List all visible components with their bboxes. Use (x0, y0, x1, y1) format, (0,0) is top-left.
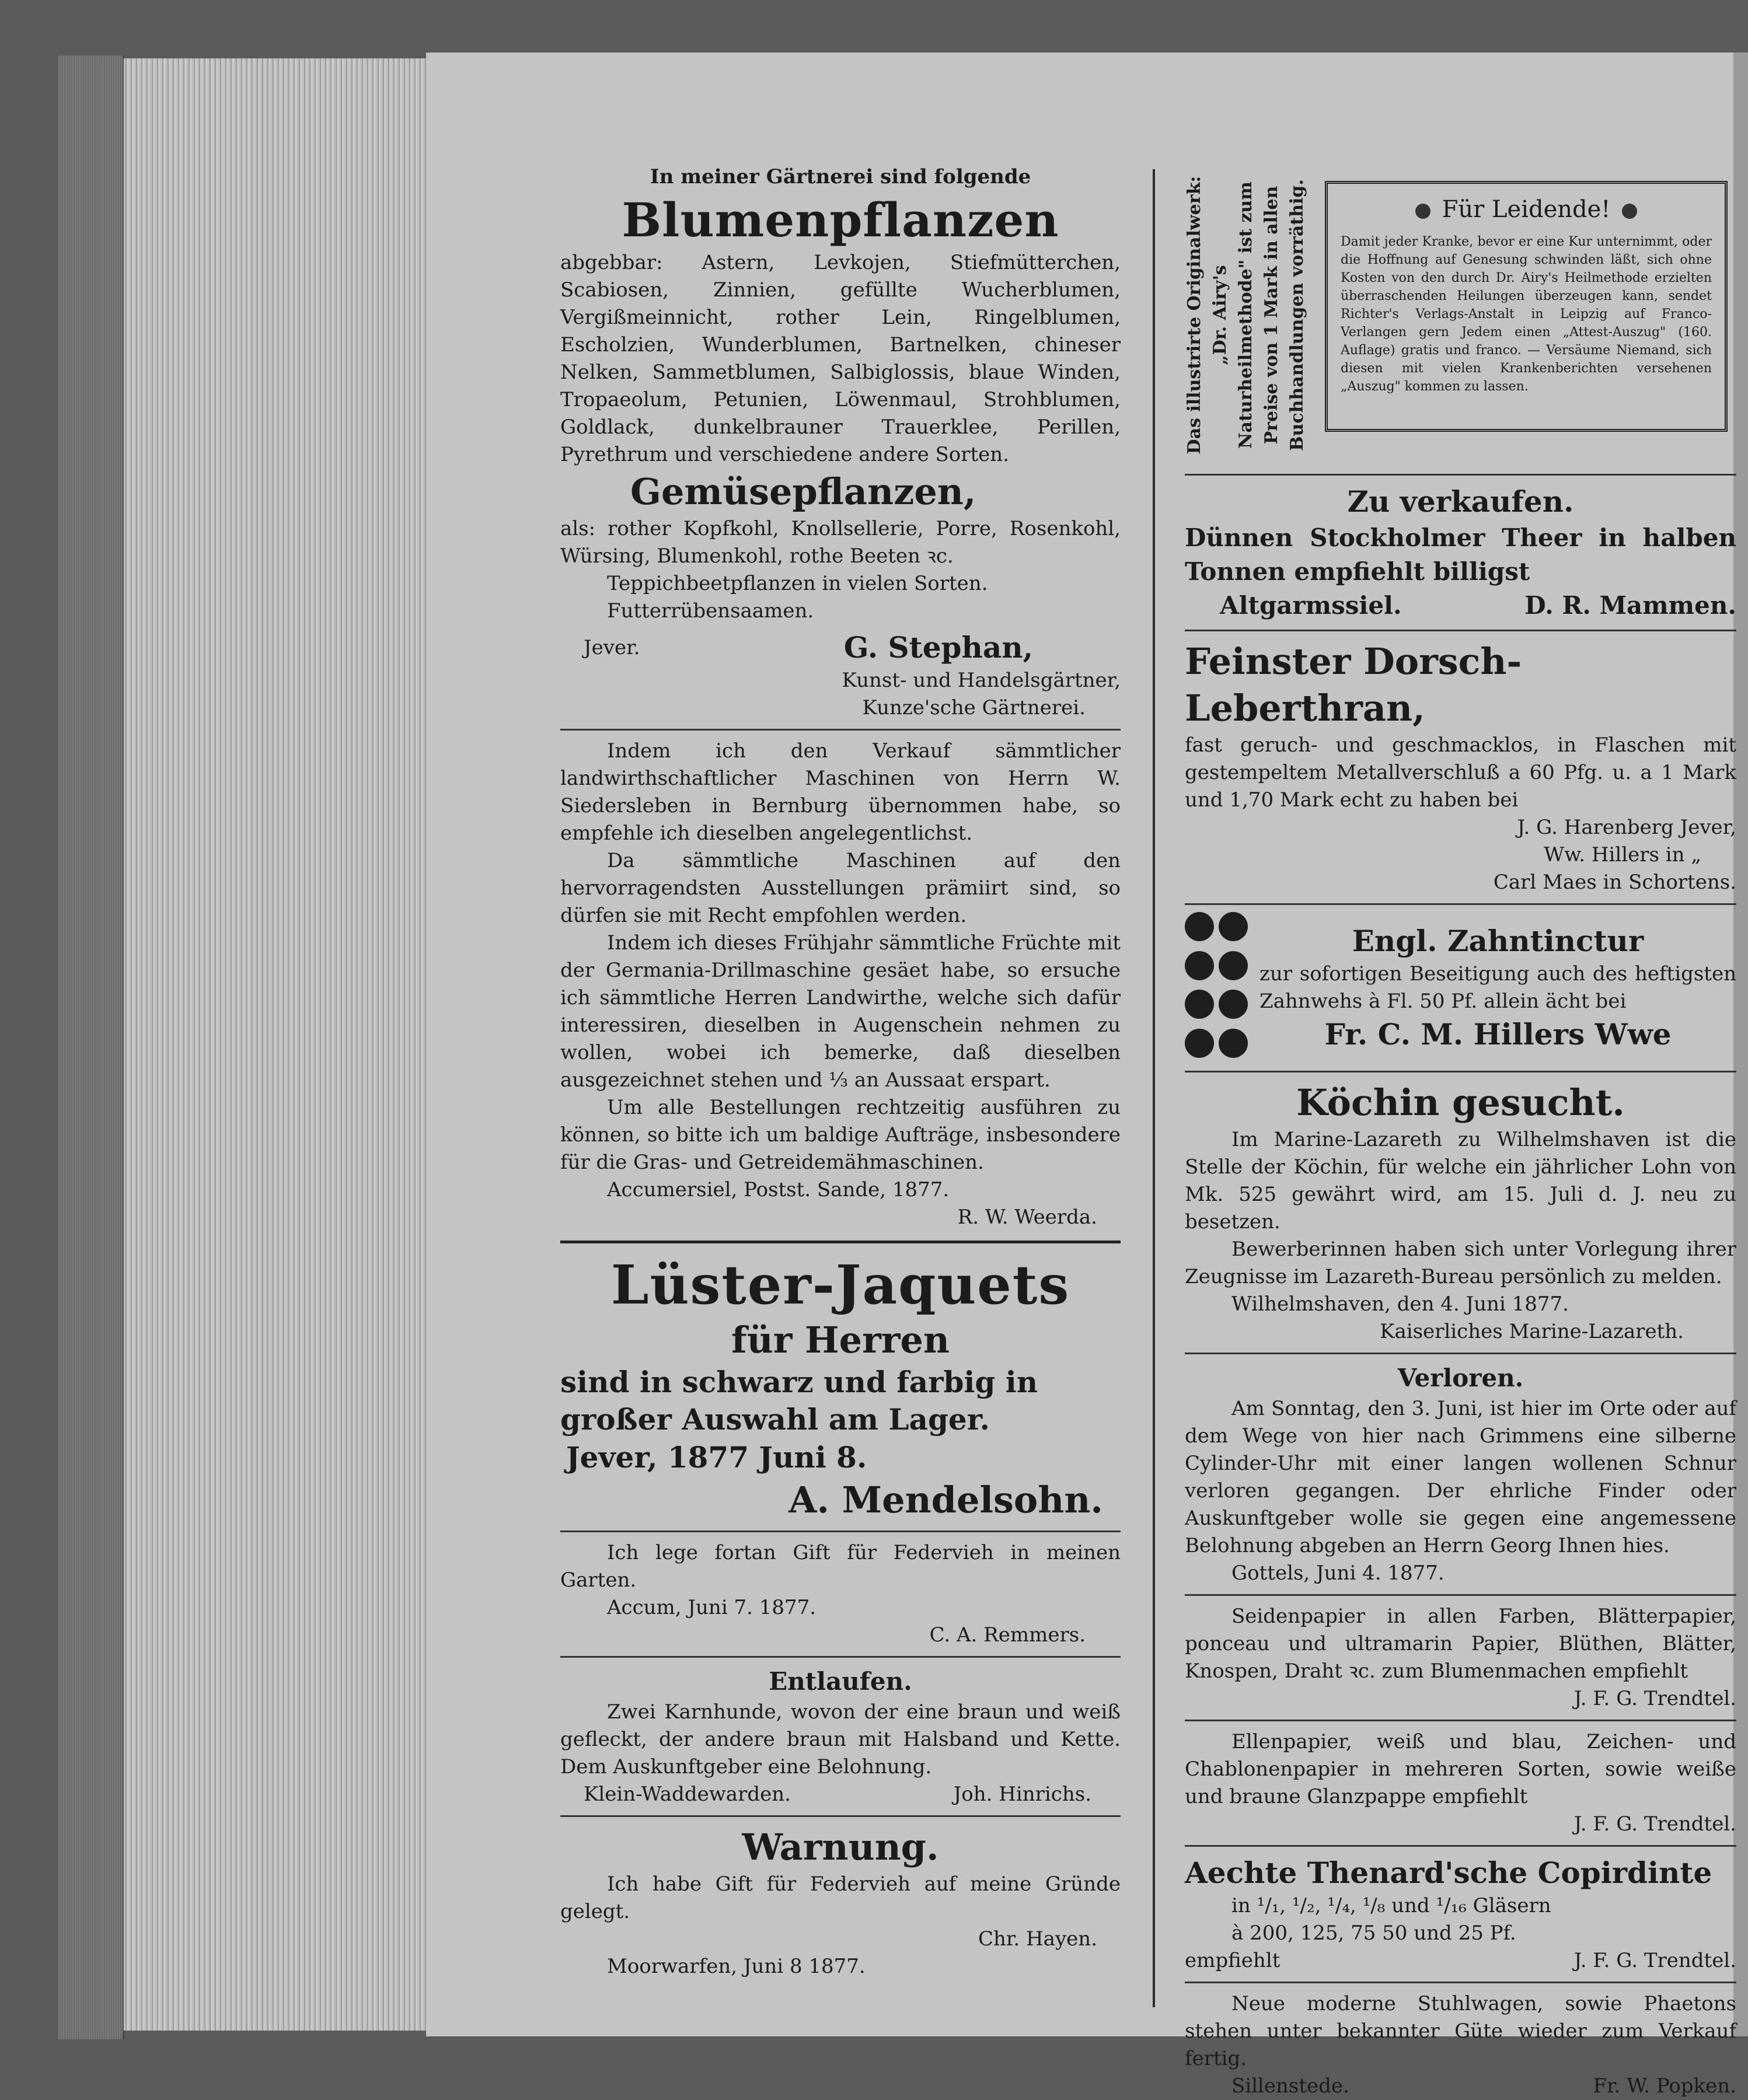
divider (1185, 1071, 1736, 1072)
copir-name: J. F. G. Trendtel. (1573, 1949, 1736, 1972)
leidende-heading (1341, 192, 1712, 227)
luester-date: Jever, 1877 Juni 8. (566, 1440, 867, 1474)
stephan-firm: Kunze'sche Gärtnerei. (862, 696, 1086, 719)
stuhl-text: Neue moderne Stuhlwagen, sowie Phaetons stehen unter bekannter Güte wieder zum Verkauf fertig. (1185, 1992, 1736, 2070)
copir-text-2: à 200, 125, 75 50 und 25 Pf. (1231, 1921, 1516, 1945)
verkaufen-signature (1185, 589, 1736, 623)
weerda-name: R. W. Weerda. (957, 1206, 1097, 1229)
zahn-title: Engl. Zahntinctur (1352, 924, 1644, 958)
entlaufen-place: Klein-Waddewarden. (584, 1783, 791, 1806)
gaertnerei-intro: In meiner Gärtnerei sind folgende (650, 165, 1031, 188)
koechin-title: Köchin gesucht. (1296, 1081, 1625, 1124)
warnung-title: Warnung. (742, 1826, 939, 1868)
vertical-advert (1185, 163, 1307, 467)
left-column (560, 163, 1121, 1980)
divider (560, 1531, 1121, 1532)
divider (1185, 1594, 1736, 1596)
zahn-text: zur sofortigen Beseitigung auch des heftigsten Zahnwehs à Fl. 50 Pf. allein ächt bei (1259, 962, 1736, 1013)
dorsch-text: fast geruch- und geschmacklos, in Flaschen mit gestempeltem Metallverschluß a 60 Pfg. u. a 1 Mark und 1,70 Mark echt zu haben bei (1185, 733, 1736, 812)
right-column (1185, 158, 1736, 2100)
verkaufen-title: Zu verkaufen. (1347, 484, 1574, 519)
stephan-name: G. Stephan, (843, 630, 1033, 665)
entlaufen-signature (560, 1781, 1121, 1808)
luester-name: A. Mendelsohn. (788, 1479, 1103, 1521)
copir-title: Aechte Thenard'sche Copirdinte (1185, 1856, 1712, 1890)
stuhl-place: Sillenstede. (1231, 2074, 1349, 2098)
stephan-title: Kunst- und Handelsgärtner, (842, 669, 1121, 692)
entlaufen-name: Joh. Hinrichs. (953, 1783, 1091, 1806)
remmers-text: Ich lege fortan Gift für Federvieh in meinen Garten. (560, 1541, 1121, 1592)
stuhl-signature (1185, 2073, 1736, 2100)
zahn-advert (1185, 912, 1736, 1064)
stephan-signature (560, 628, 1121, 667)
place-jever: Jever. (584, 635, 640, 659)
divider (1185, 630, 1736, 631)
ellen-text: Ellenpapier, weiß und blau, Zeichen- und Chablonenpapier in mehreren Sorten, sowie weiße und braune Glanzpappe empfiehlt (1185, 1730, 1736, 1808)
verkaufen-name: D. R. Mammen. (1524, 591, 1736, 620)
copir-empfiehlt: empfiehlt (1185, 1949, 1281, 1972)
divider (1185, 1982, 1736, 1983)
ornament-icon (1415, 204, 1431, 219)
luester-subtitle: für Herren (731, 1319, 950, 1361)
divider (1185, 903, 1736, 905)
futter-text: Futterrübensaamen. (607, 599, 814, 623)
page-stack (123, 58, 427, 2031)
remmers-name: C. A. Remmers. (929, 1623, 1086, 1647)
weerda-paragraph-1: Indem ich den Verkauf sämmtlicher landwirthschaftlicher Maschinen von Herrn W. Siedersleben in Bernburg übernommen habe, so empfehle ich dieselben angelegentlichst. (560, 739, 1121, 845)
divider (560, 1241, 1121, 1243)
blumen-title: Blumenpflanzen (622, 193, 1059, 247)
ornament-icon (1622, 204, 1637, 219)
zahn-name: Fr. C. M. Hillers Wwe (1324, 1017, 1672, 1051)
divider (560, 729, 1121, 731)
verkaufen-text: Dünnen Stockholmer Theer in halben Tonnen empfiehlt billigst (1185, 523, 1736, 586)
koechin-sign: Kaiserliches Marine-Lazareth. (1380, 1320, 1684, 1343)
weerda-paragraph-3: Indem ich dieses Frühjahr sämmtliche Früchte mit der Germania-Drillmaschine gesäet habe, so ersuche ich sämmtliche Herren Landwirthe, welche sich dafür interessiren, dieselben in Augenschein nehmen zu wollen, wobei ich bemerke, daß dieselben ausgezeichnet stehen und ⅓ an Aussaat erspart. (560, 931, 1121, 1092)
leidende-text: Damit jeder Kranke, bevor er eine Kur unternimmt, oder die Hoffnung auf Genesung schwinden läßt, sich ohne Kosten von den durch Dr. Airy's Heilmethode erzielten überraschenden Heilungen überzeugen kann, sendet Richter's Verlags-Anstalt in Leipzig auf Franco-Verlangen gern Jedem einen „Attest-Auszug" (160. Auflage) gratis und franco. — Versäume Niemand, sich diesen mit vielen Krankenberichten versehenen „Auszug" kommen zu lassen. (1341, 235, 1712, 394)
divider (1185, 1720, 1736, 1721)
entlaufen-title: Entlaufen. (769, 1667, 912, 1696)
divider (560, 1815, 1121, 1817)
dorsch-vendor-1: J. G. Harenberg Jever, (1517, 816, 1736, 839)
leidende-box (1325, 181, 1728, 432)
book-edge (58, 55, 124, 2039)
remmers-place: Accum, Juni 7. 1877. (607, 1596, 817, 1619)
stuhl-name: Fr. W. Popken. (1593, 2074, 1736, 2098)
luester-text: sind in schwarz und farbig in großer Auswahl am Lager. (560, 1365, 1038, 1437)
vertical-advert-text: Das illustrirte Originalwerk: „Dr. Airy's Naturheilmethode" ist zum Preise von 1 Mark in allen Buchhandlungen vorräthig. (1184, 176, 1307, 455)
weerda-paragraph-4: Um alle Bestellungen rechtzeitig ausführen zu können, so bitte ich um baldige Aufträge, insbesondere für die Gras- und Getreidemähmaschinen. (560, 1096, 1121, 1174)
weerda-place: Accumersiel, Postst. Sande, 1877. (607, 1178, 950, 1201)
dot-ornament-icon (1185, 912, 1249, 1064)
warnung-place: Moorwarfen, Juni 8 1877. (607, 1955, 866, 1978)
verloren-text: Am Sonntag, den 3. Juni, ist hier im Orte oder auf dem Wege von hier nach Grimmens eine silberne Cylinder-Uhr mit einer langen wollenen Schnur verloren gegangen. Der ehrliche Finder oder Auskunftgeber wolle sie gegen eine angemessene Belohnung abgeben an Herrn Georg Ihnen hies. (1185, 1397, 1736, 1557)
copir-text-1: in ¹/₁, ¹/₂, ¹/₄, ¹/₈ und ¹/₁₆ Gläsern (1231, 1894, 1551, 1917)
koechin-paragraph-2: Bewerberinnen haben sich unter Vorlegung ihrer Zeugnisse im Lazareth-Bureau persönlich zu melden. (1185, 1238, 1736, 1288)
divider (1185, 474, 1736, 476)
divider (1185, 1845, 1736, 1847)
entlaufen-text: Zwei Karnhunde, wovon der eine braun und weiß gefleckt, der andere braun mit Halsband und Kette. Dem Auskunftgeber eine Belohnung. (560, 1700, 1121, 1778)
seiden-name: J. F. G. Trendtel. (1573, 1687, 1736, 1710)
gemuese-title: Gemüsepflanzen, (630, 470, 976, 513)
verkaufen-place: Altgarmssiel. (1220, 591, 1402, 620)
airy-advert (1185, 163, 1736, 467)
koechin-place: Wilhelmshaven, den 4. Juni 1877. (1231, 1292, 1569, 1316)
column-divider (1153, 169, 1155, 2007)
divider (1185, 1353, 1736, 1354)
leidende-title: Für Leidende! (1442, 196, 1611, 223)
warnung-name: Chr. Hayen. (978, 1927, 1097, 1951)
weerda-paragraph-2: Da sämmtliche Maschinen auf den hervorragendsten Ausstellungen prämiirt sind, so dürfen sie mit Recht empfohlen werden. (560, 849, 1121, 927)
copir-signature (1185, 1947, 1736, 1975)
dorsch-vendor-3: Carl Maes in Schortens. (1493, 871, 1736, 894)
divider (560, 1656, 1121, 1658)
warnung-text: Ich habe Gift für Federvieh auf meine Gründe gelegt. (560, 1872, 1121, 1923)
ellen-name: J. F. G. Trendtel. (1573, 1812, 1736, 1836)
verloren-title: Verloren. (1397, 1364, 1524, 1392)
dorsch-vendor-2: Ww. Hillers in „ (1544, 843, 1701, 866)
dorsch-title: Feinster Dorsch-Leberthran, (1185, 640, 1522, 729)
luester-title: Lüster-Jaquets (610, 1253, 1070, 1316)
gemuese-text: als: rother Kopfkohl, Knollsellerie, Porre, Rosenkohl, Würsing, Blumenkohl, rothe Beeten ꝛc. (560, 517, 1121, 568)
koechin-paragraph-1: Im Marine-Lazareth zu Wilhelmshaven ist die Stelle der Köchin, für welche ein jährlicher Lohn von Mk. 525 gewährt wird, am 15. Juli d. J. neu zu besetzen. (1185, 1128, 1736, 1234)
blumen-text: abgebbar: Astern, Levkojen, Stiefmütterchen, Scabiosen, Zinnien, gefüllte Wucherblumen, Vergißmeinnicht, rother Lein, Ringelblumen, Escholzien, Wunderblumen, Bartnelken, chineser Nelken, Sammetblumen, Salbiglossis, blaue Winden, Tropaeolum, Petunien, Löwenmaul, Strohblumen, Goldlack, dunkelbrauner Trauerklee, Perillen, Pyrethrum und verschiedene andere Sorten. (560, 251, 1121, 466)
verloren-place: Gottels, Juni 4. 1877. (1231, 1561, 1445, 1585)
seiden-text: Seidenpapier in allen Farben, Blätterpapier, ponceau und ultramarin Papier, Blüthen, Blätter, Knospen, Draht ꝛc. zum Blumenmachen empfiehlt (1185, 1605, 1736, 1683)
teppich-text: Teppichbeetpflanzen in vielen Sorten. (607, 572, 988, 595)
